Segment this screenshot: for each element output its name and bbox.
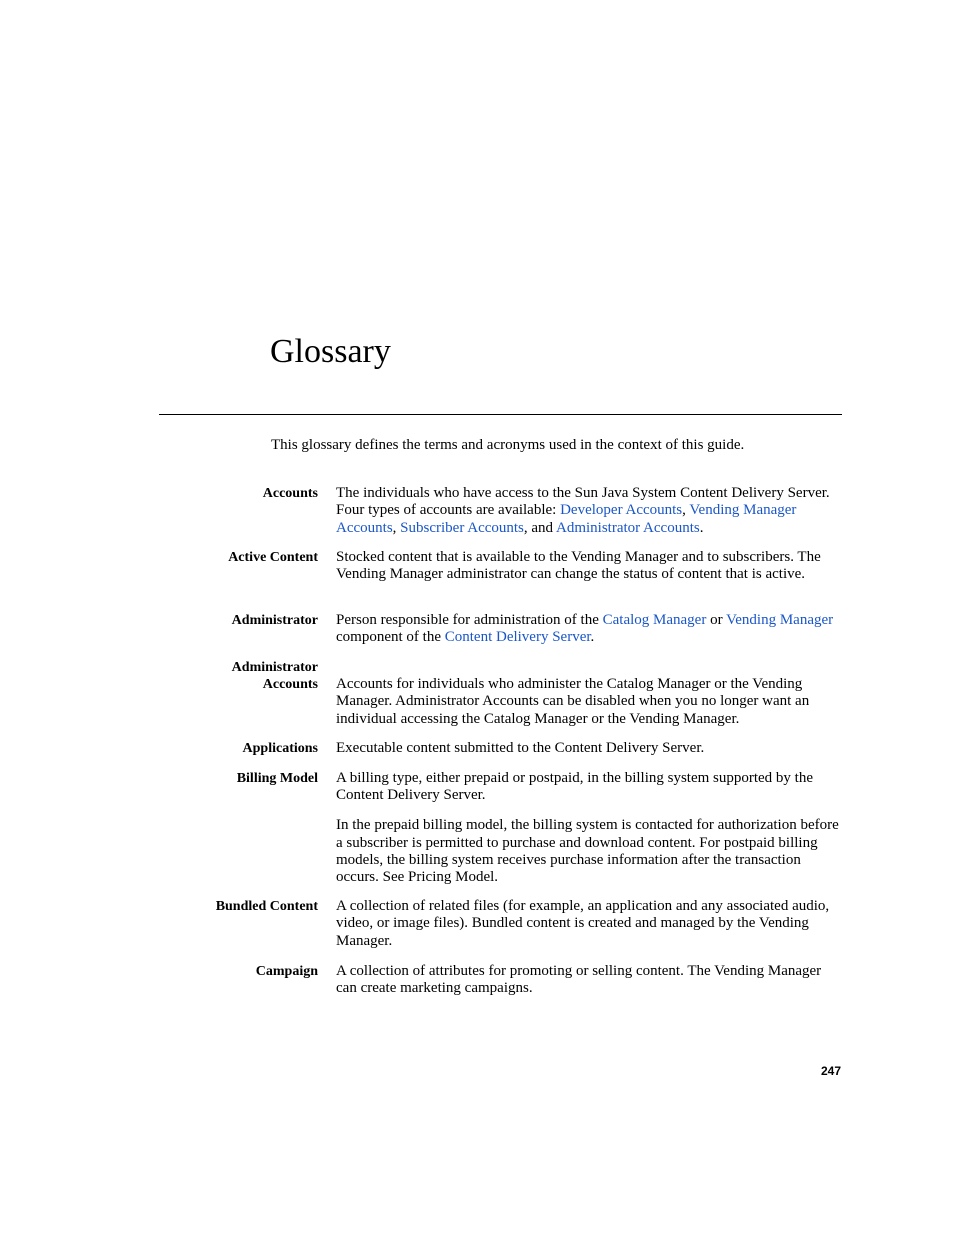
definition-text: or — [706, 612, 727, 628]
link-administrator-accounts[interactable]: Administrator Accounts — [555, 519, 700, 536]
term-line: Accounts — [262, 677, 318, 693]
definition-text: Person responsible for administration of the — [336, 612, 603, 628]
glossary-term: Accounts — [262, 486, 318, 501]
definition-text: . — [699, 519, 704, 536]
definition-paragraph: In the prepaid billing model, the billing system is contacted for authorization before a subscriber is permitted to purchase and download content. For postpaid billing models, the billing system receives purchase information after the transaction occurs. See Pricing Model. — [336, 817, 839, 886]
glossary-term: Applications — [242, 741, 318, 756]
definition-text: , — [682, 502, 690, 519]
glossary-term: Active Content — [228, 550, 318, 565]
page-number: 247 — [820, 1064, 841, 1078]
glossary-definition — [336, 612, 842, 647]
term-line: Administrator — [231, 660, 318, 675]
page-title: Glossary — [270, 333, 391, 370]
definition-text: , — [392, 519, 401, 536]
link-vending-manager-accounts[interactable]: Vending Manager Accounts — [336, 502, 797, 536]
definition-text: component of the — [336, 629, 445, 646]
glossary-definition — [336, 770, 842, 886]
title-divider — [159, 414, 842, 415]
glossary-definition: Executable content submitted to the Content Delivery Server. — [336, 740, 705, 756]
link-catalog-manager[interactable]: Catalog Manager — [602, 612, 707, 628]
link-content-delivery-server[interactable]: Content Delivery Server — [444, 629, 591, 646]
glossary-term: Campaign — [255, 964, 318, 979]
definition-text: The individuals who have access to the Sun Java System Content Delivery Server. Four types of accounts are available: — [336, 485, 830, 519]
glossary-term — [148, 659, 318, 694]
definition-paragraph: A billing type, either prepaid or postpaid, in the billing system supported by the Content Delivery Server. — [336, 770, 814, 804]
definition-text: , and — [523, 519, 556, 536]
link-vending-manager[interactable]: Vending Manager — [726, 612, 834, 628]
glossary-definition: A collection of related files (for example, an application and any associated audio, video, or image files). Bundled content is created and managed by the Vending Manager. — [336, 898, 830, 949]
glossary-intro: This glossary defines the terms and acronyms used in the context of this guide. — [271, 437, 745, 453]
glossary-definition: A collection of attributes for promoting or selling content. The Vending Manager can create marketing campaigns. — [336, 963, 822, 997]
link-developer-accounts[interactable]: Developer Accounts — [560, 502, 683, 519]
definition-text: . — [590, 629, 595, 646]
glossary-definition — [336, 485, 842, 537]
glossary-definition: Stocked content that is available to the Vending Manager and to subscribers. The Vending Manager administrator can change the status of content that is active. — [336, 549, 821, 583]
glossary-term: Billing Model — [236, 771, 318, 786]
glossary-term: Administrator — [231, 613, 318, 628]
glossary-definition: Accounts for individuals who administer the Catalog Manager or the Vending Manager. Administrator Accounts can be disabled when you no longer want an individual accessing the Catalog Manager or the Vending Manager. — [336, 676, 810, 727]
link-subscriber-accounts[interactable]: Subscriber Accounts — [400, 519, 524, 536]
glossary-term: Bundled Content — [215, 899, 318, 914]
